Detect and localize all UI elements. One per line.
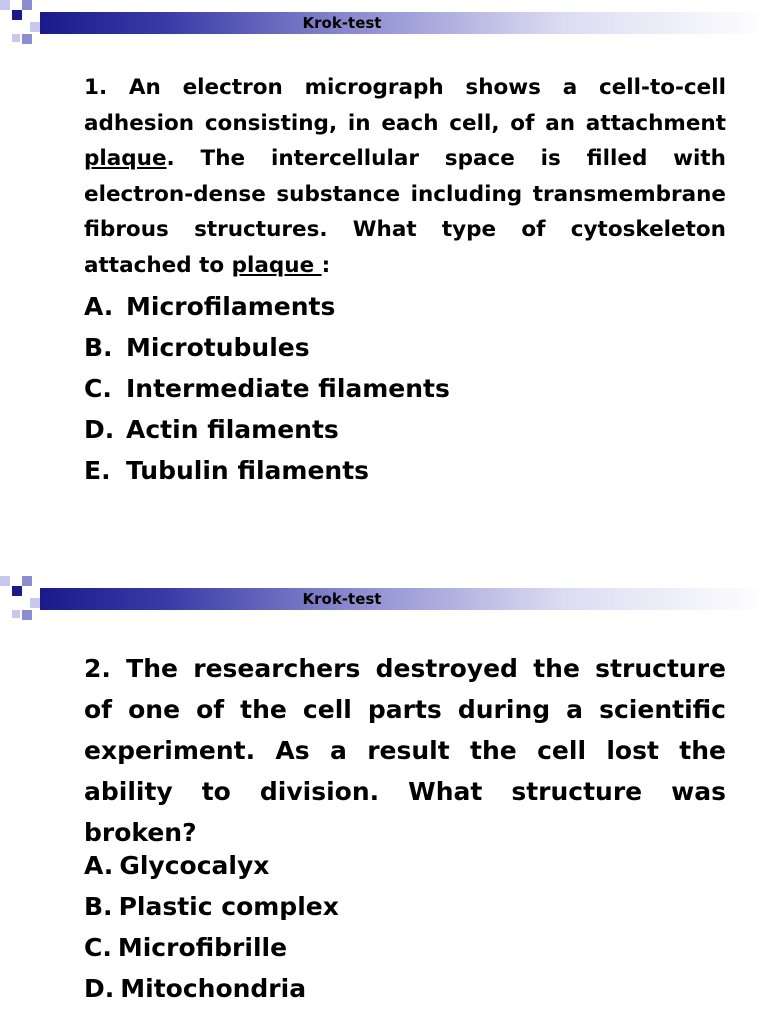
decor-square xyxy=(12,34,20,42)
answer-option[interactable] xyxy=(84,409,450,450)
decor-square xyxy=(12,610,20,618)
decor-square xyxy=(12,10,22,20)
header-title: Krok-test xyxy=(302,14,382,32)
answer-option[interactable] xyxy=(84,286,450,327)
option-text: Mitochondria xyxy=(120,974,307,1003)
slide-header xyxy=(0,0,768,50)
option-text: Glycocalyx xyxy=(119,851,270,880)
question-text: 2. The researchers destroyed the structure of one of the cell parts during a scientific experiment. As a result the cell lost the ability to division. What structure was broken? xyxy=(84,654,726,847)
decor-square xyxy=(0,0,10,10)
option-text: Plastic complex xyxy=(118,892,339,921)
option-letter: D. xyxy=(84,415,115,444)
option-letter: D. xyxy=(84,974,115,1003)
answer-option[interactable] xyxy=(84,927,339,968)
question-text xyxy=(84,70,726,284)
underlined-term: plaque xyxy=(84,146,167,172)
option-text: Microfibrille xyxy=(117,933,288,962)
decor-square xyxy=(22,34,32,44)
option-text: Actin filaments xyxy=(126,415,339,444)
option-letter: E. xyxy=(84,456,111,485)
option-text: Microtubules xyxy=(126,333,310,362)
underlined-term: plaque xyxy=(231,252,322,278)
option-letter: C. xyxy=(84,374,112,403)
header-bar xyxy=(40,588,768,610)
decor-square xyxy=(12,586,22,596)
option-text: Intermediate filaments xyxy=(126,374,450,403)
option-text: Microfilaments xyxy=(126,292,336,321)
decor-square xyxy=(0,576,10,586)
decor-square xyxy=(30,22,40,32)
answer-options xyxy=(84,845,339,1009)
answer-option[interactable] xyxy=(84,886,339,927)
header-title: Krok-test xyxy=(302,590,382,608)
decor-square xyxy=(22,576,32,586)
answer-option[interactable] xyxy=(84,968,339,1009)
decor-square xyxy=(22,0,32,10)
header-bar xyxy=(40,12,768,34)
option-text: Tubulin filaments xyxy=(126,456,370,485)
answer-option[interactable] xyxy=(84,368,450,409)
option-letter: B. xyxy=(84,892,113,921)
decor-square xyxy=(22,610,32,620)
answer-option[interactable] xyxy=(84,327,450,368)
slide-header xyxy=(0,576,768,626)
question-text-part: . The intercellular space is filled with electron-dense substance including transmembrane fibrous structures. What type of cytoskeleton attached to xyxy=(84,146,726,278)
answer-options xyxy=(84,286,450,491)
option-letter: A. xyxy=(84,851,114,880)
answer-option[interactable] xyxy=(84,450,450,491)
question-text-part: : xyxy=(321,252,331,278)
question-text-part: 1. An electron micrograph shows a cell-to-cell adhesion consisting, in each cell, of an attachment xyxy=(84,75,726,136)
decor-square xyxy=(30,598,40,608)
option-letter: A. xyxy=(84,292,114,321)
option-letter: C. xyxy=(84,933,112,962)
slide-2 xyxy=(0,576,768,1024)
option-letter: B. xyxy=(84,333,113,362)
answer-option[interactable] xyxy=(84,845,339,886)
